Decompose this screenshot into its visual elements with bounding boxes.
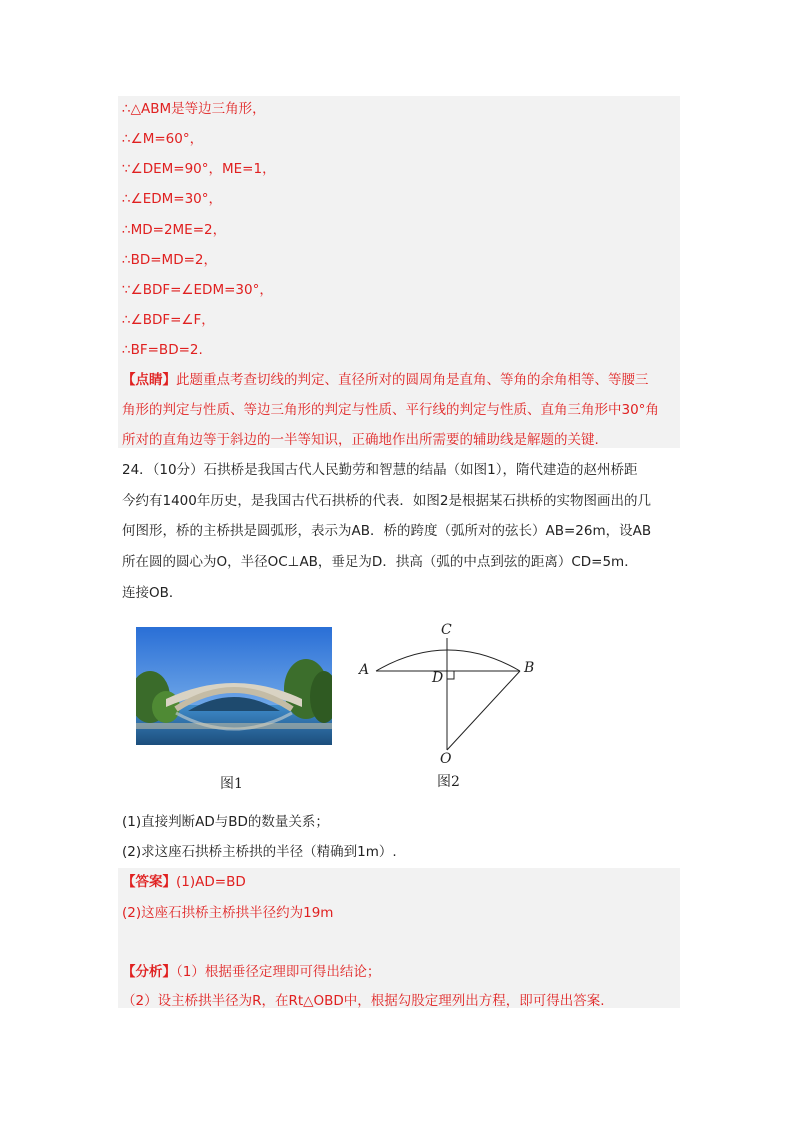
sub-question-1: (1)直接判断AD与BD的数量关系； [122, 814, 329, 830]
analysis-line-1 [122, 963, 380, 981]
label-a: A [359, 662, 370, 678]
fig2-caption: 图2 [437, 774, 460, 790]
answer-text-1: (1)AD=BD [176, 874, 246, 890]
label-d: D [432, 670, 444, 686]
solution-line: ∴△ABM是等边三角形， [122, 101, 266, 117]
right-angle-mark [447, 671, 454, 679]
comment-line-2: 角形的判定与性质、等边三角形的判定与性质、平行线的判定与性质、直角三角形中30°角 [122, 402, 659, 418]
question-line-3: 何图形，桥的主桥拱是圆弧形，表示为AB．桥的跨度（弧所对的弦长）AB=26m，设AB [122, 523, 652, 539]
solution-line: ∴∠BDF=∠F， [122, 312, 215, 328]
label-o: O [440, 751, 452, 767]
analysis-tag: 【分析】 [122, 964, 176, 980]
comment-line-1 [122, 371, 649, 389]
question-line-5: 连接OB． [122, 585, 183, 601]
analysis-line-2: （2）设主桥拱半径为R，在Rt△OBD中，根据勾股定理列出方程，即可得出答案. [122, 993, 605, 1009]
sub-question-2: (2)求这座石拱桥主桥拱的半径（精确到1m）. [122, 844, 397, 860]
solution-line: ∵∠BDF=∠EDM=30°， [122, 282, 273, 298]
answer-tag: 【答案】 [122, 874, 176, 890]
label-b: B [524, 660, 535, 676]
answer-line-1 [122, 873, 246, 891]
label-c: C [441, 622, 452, 638]
segment-ob [447, 671, 520, 750]
question-line-1: 24．（10分）石拱桥是我国古代人民勤劳和智慧的结晶（如图1），隋代建造的赵州桥距 [122, 462, 638, 478]
bridge-photo [136, 627, 332, 745]
comment-text: 此题重点考查切线的判定、直径所对的圆周角是直角、等角的余角相等、等腰三 [176, 372, 649, 388]
solution-line: ∴BD=MD=2， [122, 252, 218, 268]
answer-line-2: (2)这座石拱桥主桥拱半径约为19m [122, 905, 334, 921]
comment-tag: 【点睛】 [122, 372, 176, 388]
arc-ab [376, 650, 520, 671]
solution-line: ∴BF=BD=2. [122, 342, 203, 358]
geometry-diagram [350, 620, 550, 770]
fig1-caption: 图1 [220, 776, 243, 792]
solution-line: ∵∠DEM=90°，ME=1， [122, 161, 276, 177]
question-line-4: 所在圆的圆心为O，半径OC⊥AB，垂足为D．拱高（弧的中点到弦的距离）CD=5m． [122, 554, 638, 570]
solution-line: ∴∠M=60°， [122, 131, 204, 147]
comment-line-3: 所对的直角边等于斜边的一半等知识，正确地作出所需要的辅助线是解题的关键. [122, 432, 599, 448]
question-line-2: 今约有1400年历史，是我国古代石拱桥的代表．如图2是根据某石拱桥的实物图画出的几 [122, 493, 651, 509]
solution-block [118, 96, 680, 448]
solution-line: ∴MD=2ME=2， [122, 222, 227, 238]
solution-line: ∴∠EDM=30°， [122, 191, 223, 207]
analysis-text-1: （1）根据垂径定理即可得出结论； [176, 964, 381, 980]
